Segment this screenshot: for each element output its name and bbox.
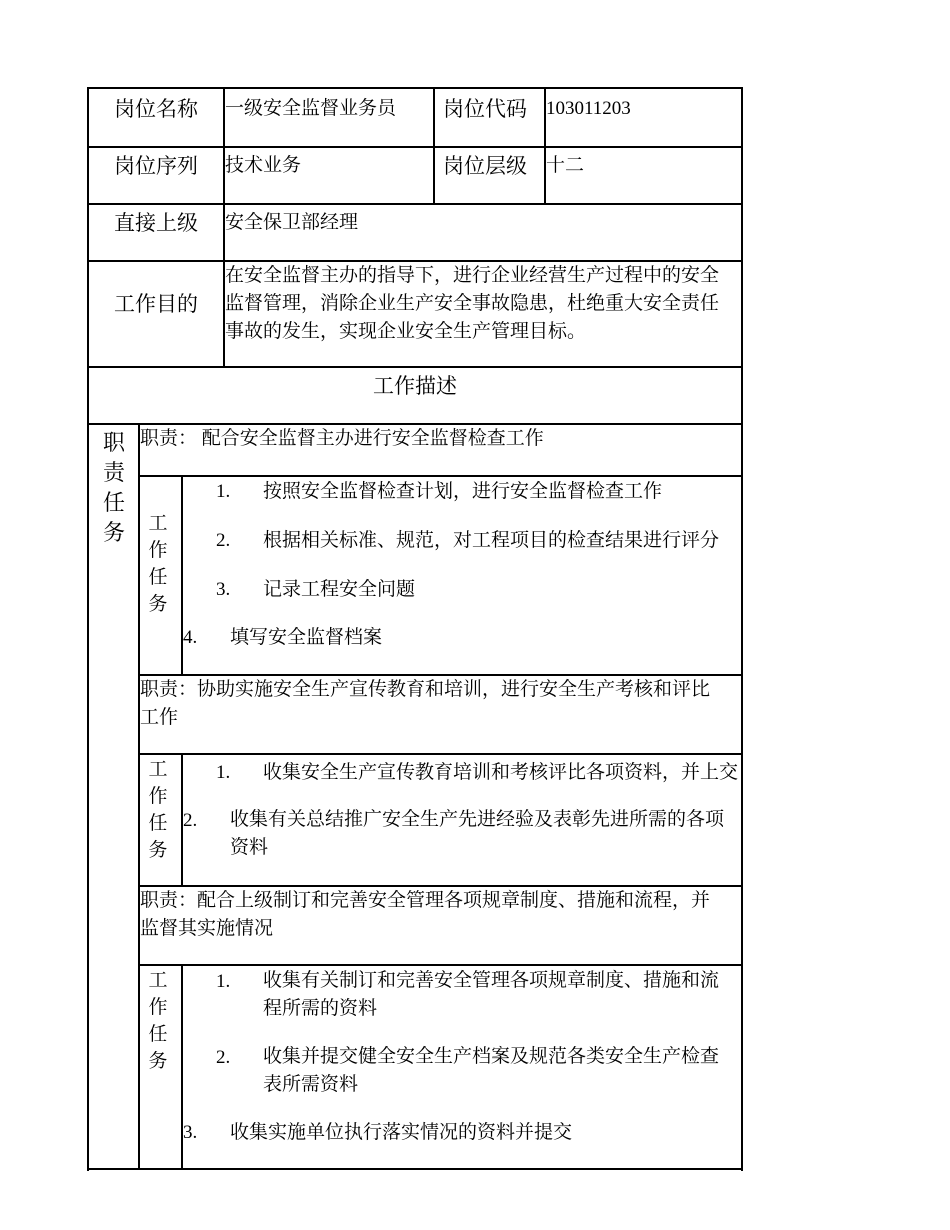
row-divider: [88, 423, 743, 425]
row-divider: [139, 475, 743, 477]
task-number: 1.: [216, 762, 231, 783]
row-divider: [139, 753, 743, 755]
task-text: 收集并提交健全安全生产档案及规范各类安全生产检查表所需资料: [263, 1046, 720, 1095]
position-code-label: 岗位代码: [443, 97, 527, 121]
task-number: 1.: [216, 481, 231, 502]
table-border-top: [88, 87, 743, 89]
task-text: 根据相关标准、规范，对工程项目的检查结果进行评分: [263, 530, 720, 551]
task-text: 记录工程安全问题: [263, 579, 416, 600]
position-level-label: 岗位层级: [443, 154, 527, 178]
col-divider: [138, 424, 140, 1169]
task-text: 收集安全生产宣传教育培训和考核评比各项资料，并上交: [263, 762, 739, 783]
position-level-value: 十二: [546, 155, 585, 176]
table-border-bottom: [87, 1168, 743, 1170]
row-divider: [139, 964, 743, 966]
task-number: 2.: [216, 530, 231, 551]
position-code-value: 103011203: [546, 98, 631, 119]
task-number: 2.: [216, 1047, 231, 1068]
task-number: 3.: [183, 1122, 198, 1143]
supervisor-value: 安全保卫部经理: [225, 212, 359, 233]
position-sequence-value: 技术业务: [225, 155, 302, 176]
task-text: 填写安全监督档案: [230, 627, 383, 648]
task-number: 1.: [216, 971, 231, 992]
purpose-label: 工作目的: [114, 292, 198, 316]
task-side-label: 工 作 任 务: [148, 513, 168, 615]
task-text: 收集实施单位执行落实情况的资料并提交: [230, 1122, 573, 1143]
task-side-label: 工 作 任 务: [148, 759, 168, 861]
section-title: 工作描述: [373, 374, 457, 398]
position-name-value: 一级安全监督业务员: [225, 98, 397, 119]
row-divider: [88, 366, 743, 368]
task-number: 3.: [216, 579, 231, 600]
task-text: 收集有关总结推广安全生产先进经验及表彰先进所需的各项资料: [230, 809, 725, 858]
table-border-right: [741, 87, 743, 1171]
duty-title: 职责： 配合安全监督主办进行安全监督检查工作: [140, 428, 544, 449]
position-sequence-label: 岗位序列: [114, 154, 198, 178]
task-side-label: 工 作 任 务: [148, 970, 168, 1072]
duty-title: 职责：协助实施安全生产宣传教育和培训，进行安全生产考核和评比工作: [140, 679, 711, 728]
task-number: 2.: [183, 810, 198, 831]
row-divider: [88, 203, 743, 205]
table-border-left: [87, 87, 89, 1171]
col-divider: [433, 88, 435, 204]
task-number: 4.: [183, 627, 198, 648]
row-divider: [88, 146, 743, 148]
task-text: 收集有关制订和完善安全管理各项规章制度、措施和流程所需的资料: [263, 970, 720, 1019]
duty-title: 职责：配合上级制订和完善安全管理各项规章制度、措施和流程，并监督其实施情况: [140, 890, 711, 939]
purpose-value: 在安全监督主办的指导下，进行企业经营生产过程中的安全监督管理，消除企业生产安全事故隐患，杜绝重大安全责任事故的发生，实现企业安全生产管理目标。: [225, 265, 720, 342]
position-name-label: 岗位名称: [114, 97, 198, 121]
supervisor-label: 直接上级: [114, 211, 198, 235]
duty-side-label: 职 责 任 务: [102, 430, 125, 545]
task-text: 按照安全监督检查计划，进行安全监督检查工作: [263, 481, 663, 502]
